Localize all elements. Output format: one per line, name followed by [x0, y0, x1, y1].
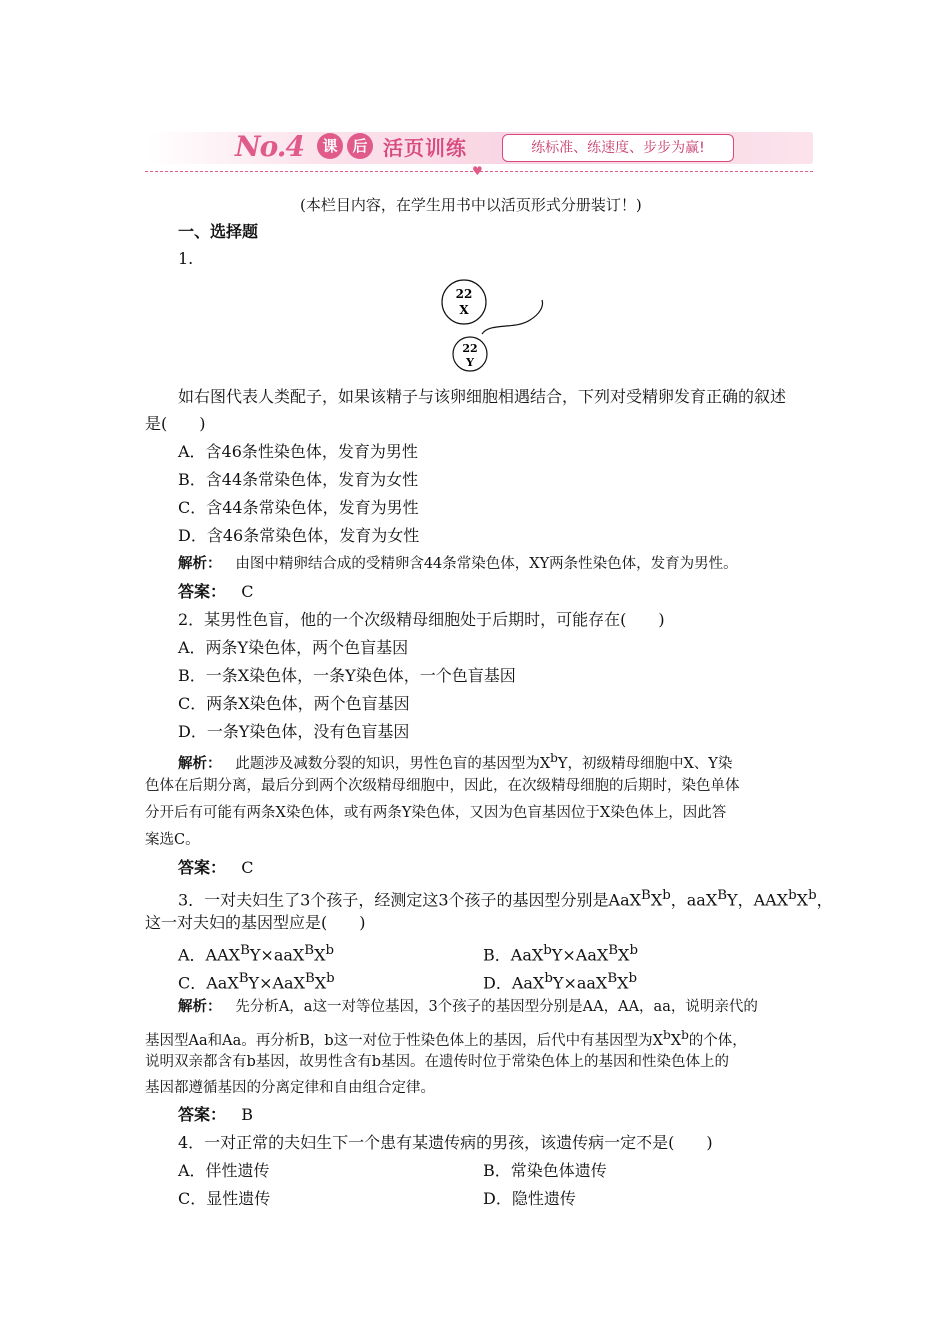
q1-answer-label: 答案： [178, 582, 227, 601]
q4-option-c: C．显性遗传 [178, 1189, 271, 1208]
superscript: b [629, 943, 638, 958]
q3-stem-line2: 这一对夫妇的基因型应是( ) [145, 913, 366, 932]
q2-option-a: A．两条Y染色体，两个色盲基因 [178, 638, 409, 657]
q3-stem-text: X [796, 890, 809, 910]
q3-analysis-text: 的个体， [688, 1032, 747, 1049]
q1-option-c: C．含44条常染色体，发育为男性 [178, 498, 419, 517]
superscript: b [662, 888, 671, 903]
page-note: (本栏目内容，在学生用书中以活页形式分册装订！) [300, 196, 642, 214]
lesson-number: No.4 [235, 130, 305, 163]
superscript: b [788, 888, 797, 903]
q3-option-a [178, 941, 334, 965]
superscript: b [325, 943, 335, 958]
superscript: B [238, 971, 249, 986]
q3-analysis-line3: 说明双亲都含有b基因，故男性含有b基因。在遗传时位于常染色体上的基因和性染色体上的 [145, 1054, 730, 1070]
superscript: b [808, 888, 817, 903]
q2-stem: 2．某男性色盲，他的一个次级精母细胞处于后期时，可能存在( ) [178, 610, 665, 629]
banner-slogan: 练标准、练速度、步步为赢! [502, 134, 734, 162]
badge-hou: 后 [347, 133, 373, 159]
superscript: B [608, 943, 619, 958]
egg-label-sex: X [459, 303, 469, 317]
q2-analysis-label: 解析： [178, 755, 222, 772]
q3-answer [178, 1105, 253, 1125]
superscript: B [607, 971, 618, 986]
q3-stem-line1 [178, 886, 833, 910]
option-text: Y×aaX [249, 945, 305, 965]
option-text: B．AaX [483, 945, 544, 965]
q3-analysis-label: 解析： [178, 999, 222, 1015]
q2-answer [178, 858, 254, 878]
q3-answer-value: B [241, 1105, 254, 1124]
q1-number: 1. [178, 249, 194, 268]
superscript: B [641, 888, 651, 903]
q2-analysis-text: Y，初级精母细胞中X、Y染 [557, 755, 733, 772]
superscript: B [304, 943, 315, 958]
q3-analysis-line2 [145, 1025, 747, 1051]
q1-answer [178, 582, 254, 602]
q1-analysis-text: 由图中精卵结合成的受精卵含44条常染色体，XY两条性染色体，发育为男性。 [235, 556, 738, 572]
q3-analysis-line4: 基因都遵循基因的分离定律和自由组合定律。 [145, 1080, 435, 1096]
superscript: b [550, 751, 558, 765]
superscript: B [304, 971, 315, 986]
superscript: b [681, 1028, 689, 1042]
q3-option-c [178, 969, 335, 993]
section-title: 一、选择题 [178, 222, 259, 241]
q3-answer-label: 答案： [178, 1105, 227, 1124]
q2-option-d: D．一条Y染色体，没有色盲基因 [178, 722, 410, 741]
option-text: C．AaX [178, 973, 239, 993]
q1-answer-value: C [241, 582, 254, 601]
option-text: A．AAX [178, 945, 241, 965]
q3-option-d [483, 969, 637, 993]
q4-stem: 4．一对正常的夫妇生下一个患有某遗传病的男孩，该遗传病一定不是( ) [178, 1133, 713, 1152]
option-text: Y×AaX [248, 973, 305, 993]
sperm-label-sex: Y [466, 356, 474, 369]
superscript: B [240, 943, 250, 958]
q2-answer-label: 答案： [178, 858, 227, 877]
q4-option-b: B．常染色体遗传 [483, 1161, 607, 1180]
q2-answer-value: C [241, 858, 254, 877]
q2-analysis-line2: 色体在后期分离，最后分到两个次级精母细胞中，因此，在次级精母细胞的后期时，染色单体 [145, 778, 740, 794]
badge-ke: 课 [317, 133, 343, 159]
option-text: Y×AaX [551, 945, 609, 965]
superscript: b [544, 971, 553, 986]
gamete-diagram [430, 270, 560, 380]
q3-analysis-text: X [670, 1032, 682, 1049]
q2-analysis-text: 此题涉及减数分裂的知识，男性色盲的基因型为X [235, 755, 551, 772]
q2-analysis-line4: 案选C。 [145, 832, 200, 848]
q4-option-a: A．伴性遗传 [178, 1161, 270, 1180]
q4-option-d: D．隐性遗传 [483, 1189, 576, 1208]
q3-stem-text: ， [816, 890, 833, 910]
q1-stem-line1: 如右图代表人类配子，如果该精子与该卵细胞相遇结合，下列对受精卵发育正确的叙述 [178, 387, 787, 406]
q3-stem-text: Y，AAX [727, 890, 789, 910]
superscript: b [628, 971, 638, 986]
q2-analysis-line3: 分开后有可能有两条X染色体，或有两条Y染色体，又因为色盲基因位于X染色体上，因此答 [145, 805, 727, 821]
q2-option-c: C．两条X染色体，两个色盲基因 [178, 694, 410, 713]
q3-analysis-line1 [178, 997, 758, 1017]
q1-option-b: B．含44条常染色体，发育为女性 [178, 470, 419, 489]
option-text: D．AaX [483, 973, 545, 993]
sperm-tail [482, 300, 543, 334]
banner-title: 活页训练 [383, 136, 467, 160]
q1-option-a: A．含46条性染色体，发育为男性 [178, 442, 418, 461]
superscript: b [326, 971, 335, 986]
superscript: B [717, 888, 728, 903]
q3-stem-text: 3．一对夫妇生了3个孩子，经测定这3个孩子的基因型分别是AaX [178, 890, 642, 910]
heart-icon: ♥ [472, 164, 483, 178]
q3-stem-text: X [650, 890, 663, 910]
sperm-label-autosome: 22 [462, 342, 478, 355]
egg-label-autosome: 22 [455, 287, 473, 301]
option-text: X [314, 945, 326, 965]
option-text: X [314, 973, 327, 993]
q1-option-d: D．含46条常染色体，发育为女性 [178, 526, 420, 545]
q1-stem-line2: 是( ) [145, 414, 206, 433]
header-banner [145, 126, 813, 178]
superscript: b [663, 1028, 671, 1042]
q3-option-b [483, 941, 638, 965]
q3-stem-text: ，aaX [670, 890, 718, 910]
q2-analysis-line1 [178, 748, 732, 774]
q1-analysis [178, 554, 738, 574]
option-text: X [617, 973, 629, 993]
option-text: Y×aaX [552, 973, 608, 993]
q1-analysis-label: 解析： [178, 556, 222, 572]
q3-analysis-text: 先分析A，a这一对等位基因，3个孩子的基因型分别是AA，AA，aa，说明亲代的 [235, 999, 758, 1015]
q2-option-b: B．一条X染色体，一条Y染色体，一个色盲基因 [178, 666, 516, 685]
q3-analysis-text: 基因型Aa和Aa。再分析B，b这一对位于性染色体上的基因，后代中有基因型为X [145, 1032, 663, 1049]
option-text: X [618, 945, 630, 965]
superscript: b [543, 943, 552, 958]
